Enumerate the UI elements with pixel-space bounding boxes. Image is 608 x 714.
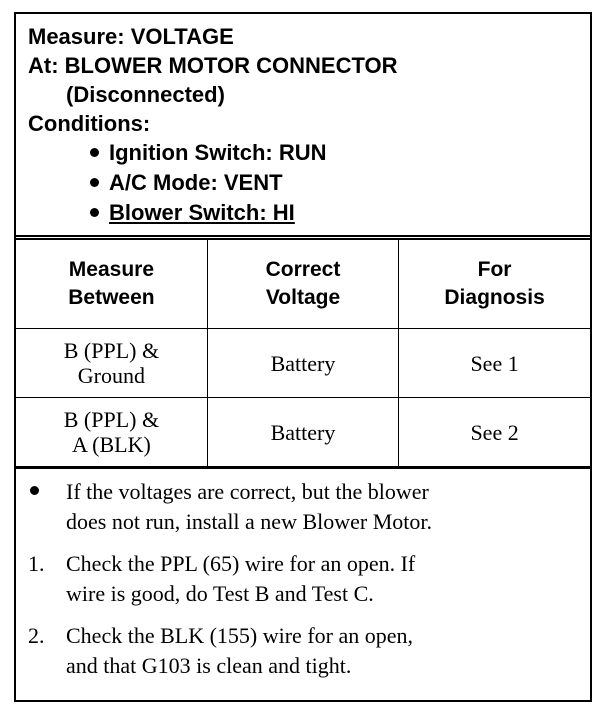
bullet-icon bbox=[90, 208, 99, 217]
condition-item bbox=[28, 138, 576, 168]
table-row bbox=[16, 398, 590, 467]
cell-correct-voltage: Battery bbox=[207, 329, 398, 398]
note-number: 2. bbox=[28, 623, 45, 648]
condition-text: A/C Mode: VENT bbox=[109, 170, 283, 195]
diagnosis-notes bbox=[16, 467, 590, 681]
note-text: Check the BLK (155) wire for an open, bbox=[66, 623, 414, 648]
table-row bbox=[16, 329, 590, 398]
condition-text: Ignition Switch: RUN bbox=[109, 140, 327, 165]
note-text: Check the PPL (65) wire for an open. If bbox=[66, 551, 416, 576]
bullet-icon bbox=[30, 486, 39, 495]
cell-diagnosis: See 1 bbox=[399, 329, 590, 398]
note-bullet bbox=[28, 477, 578, 537]
note-number: 1. bbox=[28, 551, 45, 576]
condition-item bbox=[28, 168, 576, 198]
note-1 bbox=[28, 549, 578, 609]
column-header-for-diagnosis: For Diagnosis bbox=[399, 240, 590, 329]
note-2 bbox=[28, 621, 578, 681]
bullet-icon bbox=[90, 178, 99, 187]
measure-heading: Measure: VOLTAGE bbox=[28, 24, 234, 49]
condition-item bbox=[28, 198, 576, 228]
cell-measure-between: B (PPL) & A (BLK) bbox=[16, 398, 207, 467]
conditions-heading: Conditions: bbox=[28, 111, 151, 136]
column-header-measure-between: Measure Between bbox=[16, 240, 207, 329]
location-subheading: (Disconnected) bbox=[66, 82, 225, 107]
cell-measure-between: B (PPL) & Ground bbox=[16, 329, 207, 398]
test-conditions-header bbox=[16, 14, 590, 240]
column-header-correct-voltage: Correct Voltage bbox=[207, 240, 398, 329]
condition-text: Blower Switch: HI bbox=[109, 200, 295, 225]
diagnostic-chart bbox=[14, 12, 592, 702]
cell-diagnosis: See 2 bbox=[399, 398, 590, 467]
voltage-table bbox=[16, 240, 590, 467]
table-header-row bbox=[16, 240, 590, 329]
cell-correct-voltage: Battery bbox=[207, 398, 398, 467]
note-text: does not run, install a new Blower Motor. bbox=[66, 509, 433, 534]
note-text: and that G103 is clean and tight. bbox=[66, 653, 352, 678]
location-heading: At: BLOWER MOTOR CONNECTOR bbox=[28, 53, 398, 78]
bullet-icon bbox=[90, 148, 99, 157]
note-text: wire is good, do Test B and Test C. bbox=[66, 581, 374, 606]
note-text: If the voltages are correct, but the blower bbox=[66, 479, 429, 504]
